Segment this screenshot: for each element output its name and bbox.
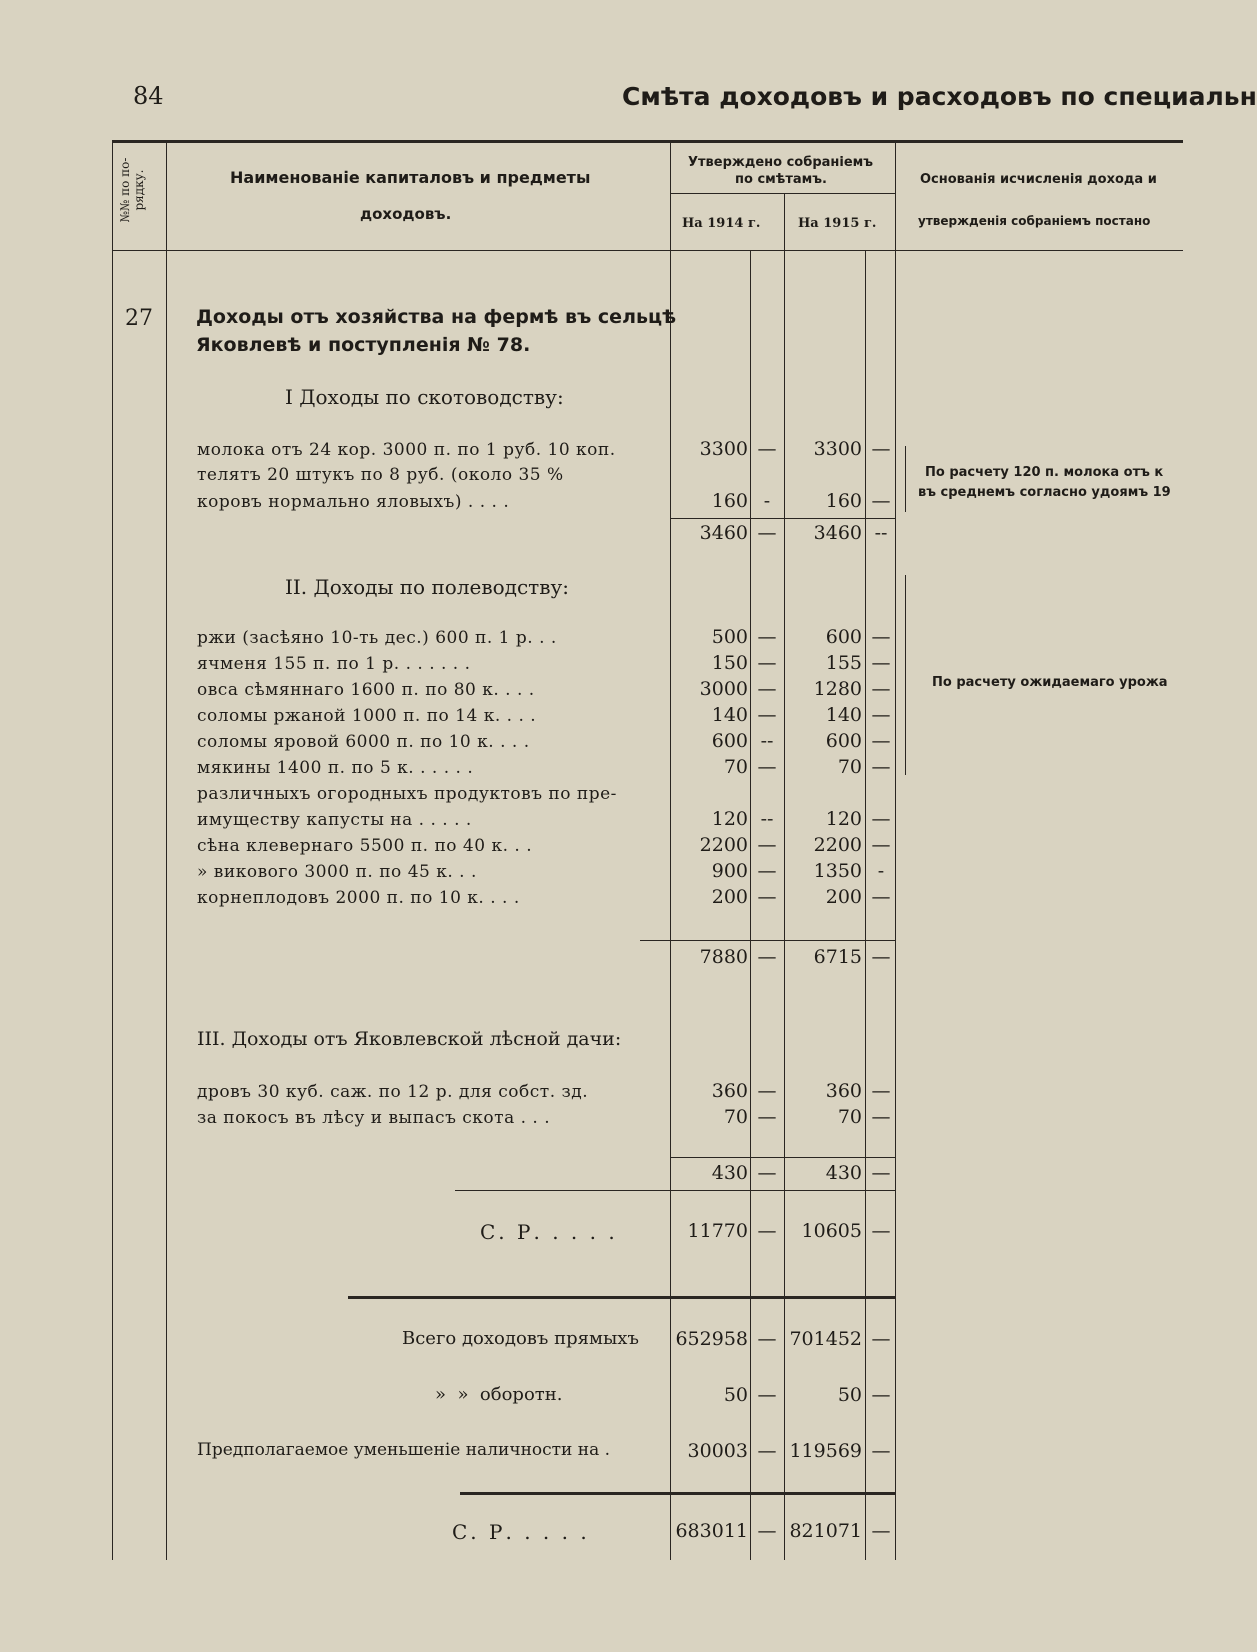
totals-row-1914: 30003 [687, 1440, 748, 1462]
sum2-1914: 683011 [675, 1520, 748, 1542]
col-basis-header-line2: утвержденія собраніемъ постано [918, 214, 1151, 228]
section-title-line2: Яковлевѣ и поступленія № 78. [196, 334, 531, 356]
totals-row-dash1: — [757, 1328, 777, 1350]
group2-row-1914: 70 [723, 756, 748, 778]
group2-row-1915: 600 [825, 730, 862, 752]
group3-total-1914: 430 [711, 1162, 748, 1184]
group2-total-rule [640, 940, 895, 941]
sum1-1914: 11770 [687, 1220, 748, 1242]
group2-basis-line1: По расчету ожидаемаго урожа [932, 675, 1168, 690]
group1-basis-line1: По расчету 120 п. молока отъ к [925, 465, 1164, 480]
group3-total-dash2: — [871, 1162, 891, 1184]
totals-row-label: » » оборотн. [435, 1384, 563, 1405]
group2-row-dash2: — [871, 626, 891, 648]
col-1914-header: На 1914 г. [682, 216, 761, 231]
group2-row-1915: 200 [825, 886, 862, 908]
group2-row-1915: 70 [837, 756, 862, 778]
totals-row-1914: 652958 [675, 1328, 748, 1350]
group1-basis-line2: въ среднемъ согласно удоямъ 19 [918, 485, 1171, 500]
sum1-dash2: — [871, 1220, 891, 1242]
sum2-dash2: — [871, 1520, 891, 1542]
totals-row-1915: 119569 [789, 1440, 862, 1462]
col-1915-header: На 1915 г. [798, 216, 877, 231]
totals-row-1915: 50 [837, 1384, 862, 1406]
totals-row-dash2: — [871, 1328, 891, 1350]
group3-row-1915: 70 [837, 1106, 862, 1128]
group2-row-label: соломы яровой 6000 п. по 10 к. . . . [197, 732, 530, 752]
group1-row-1914: 3300 [699, 438, 748, 460]
section-title-line1: Доходы отъ хозяйства на фермѣ въ сельцѣ [196, 306, 677, 328]
group2-row-dash2: — [871, 678, 891, 700]
group1-row-label: коровъ нормально яловыхъ) . . . . [197, 492, 510, 512]
group2-row-dash2: — [871, 808, 891, 830]
group2-row-1914: 120 [711, 808, 748, 830]
group2-row-dash1: — [757, 704, 777, 726]
group2-row-1914: 150 [711, 652, 748, 674]
totals-row-dash2: — [871, 1384, 891, 1406]
group2-row-dash1: — [757, 678, 777, 700]
totals-row-label: Всего доходовъ прямыхъ [402, 1328, 639, 1349]
group1-row-dash1: - [763, 490, 771, 512]
group2-row-1915: 1280 [813, 678, 862, 700]
totals-row-label: Предполагаемое уменьшеніе наличности на . [197, 1440, 611, 1460]
group2-row-1915: 155 [825, 652, 862, 674]
group1-row-dash1: — [757, 438, 777, 460]
group2-row-dash1: — [757, 886, 777, 908]
group2-row-label: » викового 3000 п. по 45 к. . . [197, 862, 477, 882]
group2-row-1915: 120 [825, 808, 862, 830]
group2-row-label: имуществу капусты на . . . . . [197, 810, 472, 830]
group2-total-dash1: — [757, 946, 777, 968]
sum1-dash1: — [757, 1220, 777, 1242]
col-basis-header-line1: Основанія исчисленія дохода и [920, 172, 1157, 187]
group3-row-dash1: — [757, 1080, 777, 1102]
col-name-header-line2: доходовъ. [360, 205, 452, 223]
group1-total-rule [670, 518, 895, 519]
totals-row-dash2: — [871, 1440, 891, 1462]
col-no-header: №№ по по- рядку. [118, 157, 146, 223]
group2-row-1914: 3000 [699, 678, 748, 700]
group3-row-label: за покосъ въ лѣсу и выпасъ скота . . . [197, 1108, 551, 1128]
group2-row-1914: 2200 [699, 834, 748, 856]
running-title: Смѣта доходовъ и расходовъ по специальн [622, 82, 1257, 111]
col-1915-divider [895, 140, 896, 1560]
group2-row-1915: 600 [825, 626, 862, 648]
group1-row-1914: 160 [711, 490, 748, 512]
group2-row-dash1: — [757, 626, 777, 648]
group3-row-1914: 360 [711, 1080, 748, 1102]
totals-row-dash1: — [757, 1384, 777, 1406]
group2-row-dash2: — [871, 886, 891, 908]
group2-row-dash2: — [871, 730, 891, 752]
group3-row-dash1: — [757, 1106, 777, 1128]
group2-basis-bracket [905, 575, 906, 775]
group3-row-dash2: — [871, 1080, 891, 1102]
sum2-1915: 821071 [789, 1520, 862, 1542]
sum1-label: С. Р. . . . . [480, 1220, 618, 1244]
sum2-rule [460, 1492, 895, 1495]
group2-row-dash2: — [871, 834, 891, 856]
approved-subheader-rule [670, 193, 895, 194]
group2-row-dash2: - [877, 860, 885, 882]
group2-row-label: сѣна клевернаго 5500 п. по 40 к. . . [197, 836, 533, 856]
group2-total-dash2: — [871, 946, 891, 968]
group1-row-dash2: — [871, 438, 891, 460]
group2-row-dash2: — [871, 756, 891, 778]
sum1-rule [455, 1190, 895, 1191]
group2-row-dash1: — [757, 652, 777, 674]
group2-row-dash2: — [871, 652, 891, 674]
group2-row-dash1: — [757, 834, 777, 856]
group2-title: II. Доходы по полеводству: [285, 575, 570, 599]
group2-row-label: корнеплодовъ 2000 п. по 10 к. . . . [197, 888, 520, 908]
group3-title: III. Доходы отъ Яковлевской лѣсной дачи: [197, 1028, 622, 1050]
group3-row-1914: 70 [723, 1106, 748, 1128]
group2-row-label: ячменя 155 п. по 1 р. . . . . . . [197, 654, 471, 674]
group3-total-rule [670, 1157, 895, 1158]
group2-total-1915: 6715 [813, 946, 862, 968]
group2-row-dash1: — [757, 860, 777, 882]
group2-row-label: овса сѣмяннаго 1600 п. по 80 к. . . . [197, 680, 535, 700]
totals-row-dash1: — [757, 1440, 777, 1462]
group2-row-label: различныхъ огородныхъ продуктовъ по пре- [197, 784, 617, 804]
totals-row-1914: 50 [723, 1384, 748, 1406]
group1-total-1914: 3460 [699, 522, 748, 544]
col-approved-header-line1: Утверждено собраніемъ [688, 155, 874, 170]
group2-row-1914: 500 [711, 626, 748, 648]
group1-total-1915: 3460 [813, 522, 862, 544]
group2-row-1914: 200 [711, 886, 748, 908]
sum2-dash1: — [757, 1520, 777, 1542]
table-top-rule [112, 140, 1183, 143]
col-1914-divider [784, 193, 785, 1560]
group2-row-1915: 2200 [813, 834, 862, 856]
section-number: 27 [125, 306, 153, 331]
group2-row-dash1: — [757, 756, 777, 778]
group1-row-label: телятъ 20 штукъ по 8 руб. (около 35 % [197, 465, 564, 485]
table-left-border [112, 140, 113, 1560]
totals-rule [348, 1296, 895, 1299]
col-no-divider [166, 140, 167, 1560]
group1-row-dash2: — [871, 490, 891, 512]
group3-row-1915: 360 [825, 1080, 862, 1102]
group2-row-dash1: -- [760, 730, 774, 752]
group2-row-label: мякины 1400 п. по 5 к. . . . . . [197, 758, 474, 778]
group2-total-1914: 7880 [699, 946, 748, 968]
group2-row-dash2: — [871, 704, 891, 726]
group3-row-label: дровъ 30 куб. саж. по 12 р. для собст. зд. [197, 1082, 589, 1102]
totals-row-1915: 701452 [789, 1328, 862, 1350]
group1-row-label: молока отъ 24 кор. 3000 п. по 1 руб. 10 коп. [197, 440, 616, 460]
page-number: 84 [133, 82, 164, 110]
col-name-header-line1: Наименованіе капиталовъ и предметы [230, 168, 591, 187]
header-bottom-rule [112, 250, 1183, 251]
sum1-1915: 10605 [801, 1220, 862, 1242]
group2-row-label: соломы ржаной 1000 п. по 14 к. . . . [197, 706, 537, 726]
col-approved-header-line2: по смѣтамъ. [735, 172, 827, 187]
group1-basis-bracket [905, 446, 906, 512]
group2-row-1915: 140 [825, 704, 862, 726]
group3-total-dash1: — [757, 1162, 777, 1184]
group2-row-dash1: -- [760, 808, 774, 830]
group3-total-1915: 430 [825, 1162, 862, 1184]
group1-total-dash2: -- [874, 522, 888, 544]
col-name-divider [670, 140, 671, 1560]
group1-row-1915: 160 [825, 490, 862, 512]
sum2-label: С. Р. . . . . [452, 1520, 590, 1544]
col-1915-dash-divider [865, 250, 866, 1560]
group2-row-1914: 600 [711, 730, 748, 752]
group1-total-dash1: — [757, 522, 777, 544]
group2-row-1914: 140 [711, 704, 748, 726]
group2-row-1915: 1350 [813, 860, 862, 882]
group1-row-1915: 3300 [813, 438, 862, 460]
col-1914-dash-divider [750, 250, 751, 1560]
group2-row-label: ржи (засѣяно 10-ть дес.) 600 п. 1 р. . . [197, 628, 557, 648]
group2-row-1914: 900 [711, 860, 748, 882]
group1-title: I Доходы по скотоводству: [285, 385, 564, 409]
group3-row-dash2: — [871, 1106, 891, 1128]
